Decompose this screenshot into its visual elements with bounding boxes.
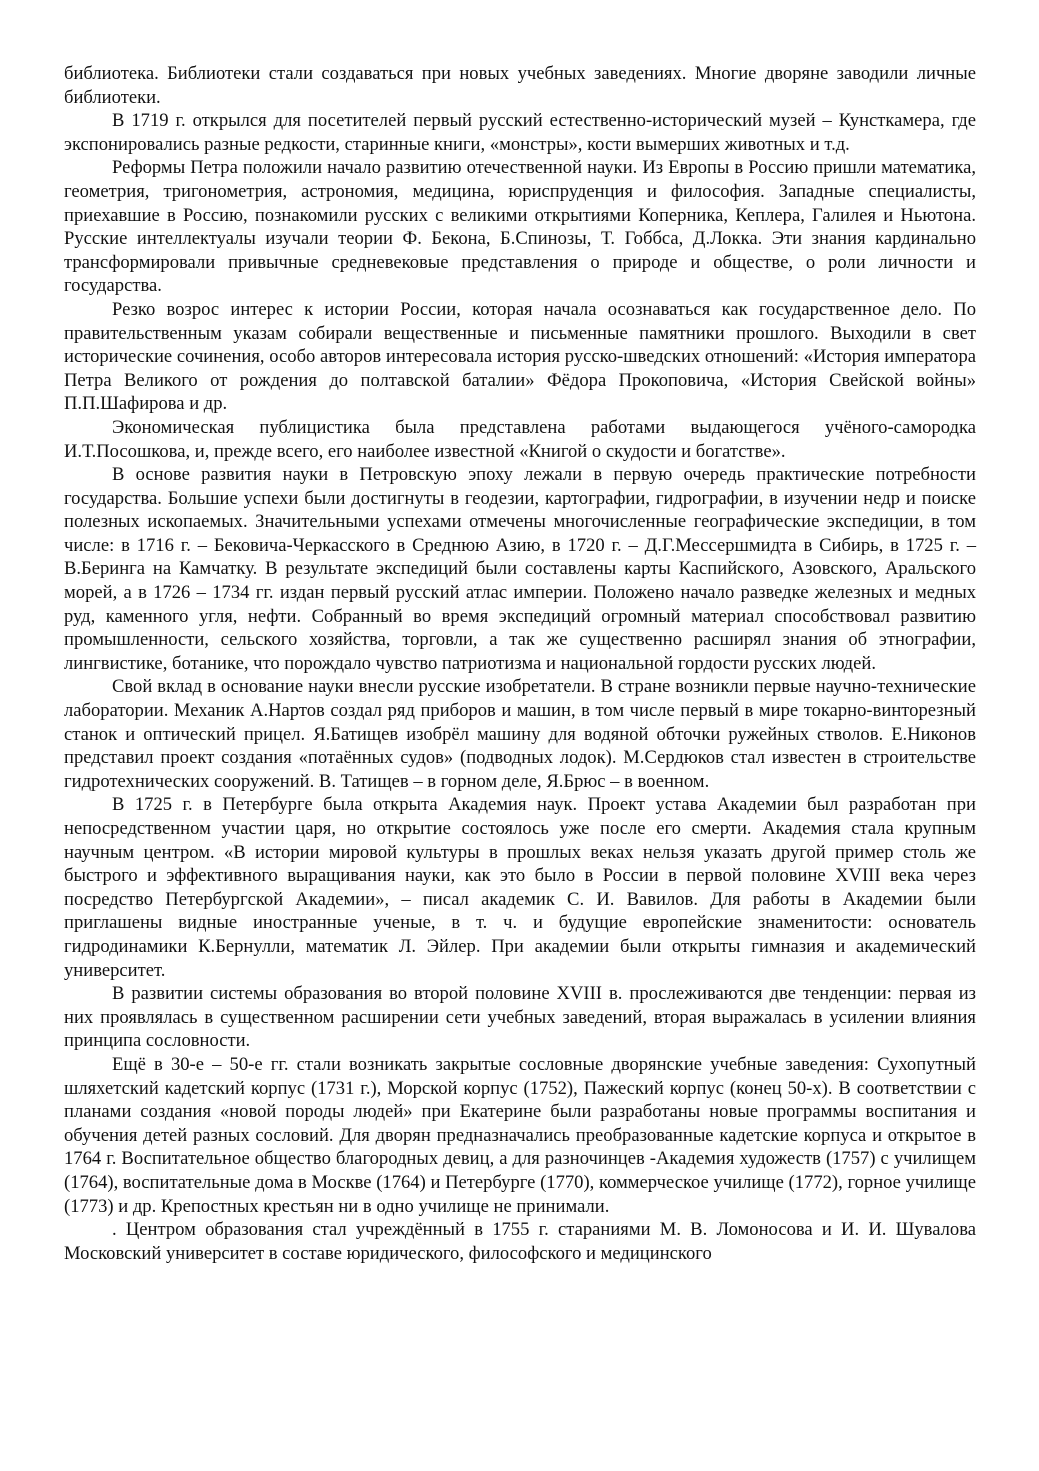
paragraph-libraries: библиотека. Библиотеки стали создаваться при новых учебных заведениях. Многие дворяне заводили личные библиотеки.	[64, 63, 976, 108]
paragraph-practical-science: В основе развития науки в Петровскую эпоху лежали в первую очередь практические потребности государства. Большие успехи были достигнуты в геодезии, картографии, гидрографии, в изучении недр и поиске полезных ископаемых. Значительными успехами отмечены многочисленные географические экспедиции, в том числе: в 1716 г. – Бековича-Черкасского в Среднюю Азию, в 1720 г. – Д.Г.Мессершмидта в Сибирь, в 1725 г. – В.Беринга на Камчатку. В результате экспедиций были составлены карты Каспийского, Азовского, Аральского морей, а в 1726 – 1734 гг. издан первый русский атлас империи. Положено начало разведке железных и медных руд, каменного угля, нефти. Собранный во время экспедиций огромный материал способствовал развитию промышленности, сельского хозяйства, торговли, а так же существенно расширял знания об этнографии, лингвистике, ботанике, что порождало чувство патриотизма и национальной гордости русских людей.	[64, 464, 976, 674]
paragraph-economic-publicism: Экономическая публицистика была представлена работами выдающегося учёного-самородка И.Т.Посошкова, и, прежде всего, его наиболее известной «Книгой о скудости и богатстве».	[64, 416, 976, 462]
paragraph-history-interest: Резко возрос интерес к истории России, которая начала осознаваться как государственное дело. По правительственным указам собирали вещественные и письменные памятники прошлого. Выходили в свет исторические сочинения, особо авторов интересовала история русско-шведских отношений: «История императора Петра Великого от рождения до полтавской баталии» Фёдора Прокоповича, «История Свейской войны» П.П.Шафирова и др.	[64, 298, 976, 415]
paragraph-science-reforms: Реформы Петра положили начало развитию отечественной науки. Из Европы в Россию пришли математика, геометрия, тригонометрия, астрономия, медицина, юриспруденция и философия. Западные специалисты, приехавшие в Россию, познакомили русских с великими открытиями Коперника, Кеплера, Галилея и Ньютона. Русские интеллектуалы изучали теории Ф. Бекона, Б.Спинозы, Т. Гоббса, Д.Локка. Эти знания кардинально трансформировали привычные средневековые представления о природе и обществе, о роли личности и государства.	[64, 157, 976, 297]
paragraph-inventors: Свой вклад в основание науки внесли русские изобретатели. В стране возникли первые научно-технические лаборатории. Механик А.Нартов создал ряд приборов и машин, в том числе первый в мире токарно-винторезный станок и оптический прицел. Я.Батищев изобрёл машину для водяной обточки ружейных стволов. Е.Никонов представил проект создания «потаённых судов» (подводных лодок). М.Сердюков стал известен в строительстве гидротехнических сооружений. В. Татищев – в горном деле, Я.Брюс – в военном.	[64, 676, 976, 792]
paragraph-education-trends: В развитии системы образования во второй половине XVIII в. прослеживаются две тенденции: первая из них проявлялась в существенном расширении сети учебных заведений, вторая выражалась в усилении влияния принципа сословности.	[64, 983, 976, 1052]
document-page	[64, 62, 976, 1265]
paragraph-academy-of-sciences: В 1725 г. в Петербурге была открыта Академия наук. Проект устава Академии был разработан при непосредственном участии царя, но открытие состоялось уже после его смерти. Академия стала крупным научным центром. «В истории мировой культуры в прошлых веках нельзя указать другой пример столь же быстрого и эффективного выращивания науки, как это было в России в первой половине XVIII века через посредство Петербургской Академии», – писал академик С. И. Вавилов. Для работы в Академии были приглашены видные иностранные ученые, в т. ч. и будущие европейские знаменитости: основатель гидродинамики К.Бернулли, математик Л. Эйлер. При академии были открыты гимназия и академический университет.	[64, 794, 976, 981]
paragraph-kunstkamera: В 1719 г. открылся для посетителей первый русский естественно-исторический музей – Кунсткамера, где экспонировались разные редкости, старинные книги, «монстры», кости вымерших животных и т.д.	[64, 110, 976, 155]
paragraph-moscow-university: . Центром образования стал учреждённый в 1755 г. стараниями М. В. Ломоносова и И. И. Шувалова Московский университет в составе юридического, философского и медицинского	[64, 1219, 976, 1264]
paragraph-estate-schools: Ещё в 30-е – 50-е гг. стали возникать закрытые сословные дворянские учебные заведения: Сухопутный шляхетский кадетский корпус (1731 г.), Морской корпус (1752), Пажеский корпус (конец 50-х). В соответствии с планами создания «новой породы людей» при Екатерине были разработаны новые программы воспитания и обучения детей разных сословий. Для дворян предназначались преобразованные кадетские корпуса и открытое в 1764 г. Воспитательное общество благородных девиц, а для разночинцев -Академия художеств (1757) с училищем (1764), воспитательные дома в Москве (1764) и Петербурге (1770), коммерческое училище (1772), горное училище (1773) и др. Крепостных крестьян ни в одно училище не принимали.	[64, 1053, 976, 1217]
